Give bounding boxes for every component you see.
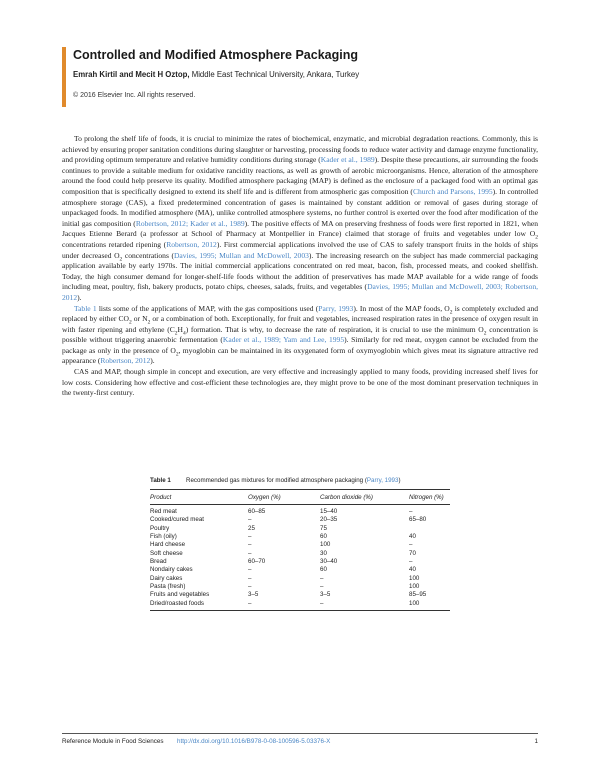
table-row — [150, 575, 450, 583]
table-cell: – — [409, 558, 413, 566]
table-cell: Dairy cakes — [150, 574, 183, 582]
table-cell: – — [320, 599, 324, 607]
article-body — [62, 134, 538, 399]
table-cell: 75 — [320, 524, 327, 532]
table-row — [150, 558, 450, 566]
page-number: 1 — [534, 738, 538, 745]
table-cell: 40 — [409, 533, 416, 541]
table-row — [150, 550, 450, 558]
table-cell: 60–70 — [248, 558, 266, 566]
table-cell: Red meat — [150, 508, 177, 515]
table-cell: – — [248, 533, 252, 541]
table-cell: – — [248, 599, 252, 607]
table-cell: – — [248, 583, 252, 591]
citation-link[interactable]: Kader et al., 1989 — [320, 155, 375, 165]
table-cell: – — [248, 574, 252, 582]
table-cell: Fish (oily) — [150, 533, 177, 541]
paragraph-2: Table 1 lists some of the applications of MAP, with the gas compositions used (Parry, 1993). In most of the MAP foods, $O_2$ is completely excluded and replaced by either $CO_2$ or $N_2$ or a combination of both. Exceptionally, for fruit and vegetables, increased respiration rates in the presence of oxygen result in with faster ripening and ethylene $(C_2H_4)$ formation. That is why, to decrease the rate of respiration, it is crucial to use the minimum $O_2$ concentration is possible without triggering anaerobic fermentation (Kader et al., 1989; Yam and Lee, 1995). Similarly for red meat, oxygen cannot be excluded from the package as only in the presence of $O_2$, myoglobin can be maintained in its oxygenated form of oxymyoglobin which gives meat its signature attractive red appearance (Robertson, 2012). — [62, 303, 539, 366]
table-cell: – — [320, 574, 324, 582]
table-cell: 100 — [409, 574, 420, 582]
paragraph-3: CAS and MAP, though simple in concept and execution, are very effective and increasingly applied to many foods, providing increased shelf lives for low costs. Considering how effective and cost-efficient these technologies are, they might prove to be one of the most dominant preservation techniques in the twenty-first century. — [62, 367, 538, 398]
table-cell: 60–85 — [248, 508, 266, 515]
table-cell: 30–40 — [320, 558, 338, 566]
table-cell: 3–5 — [248, 591, 259, 599]
table-row — [150, 533, 450, 541]
author-line — [73, 70, 359, 79]
table-cell: Cooked/cured meat — [150, 516, 204, 524]
footer-source: Reference Module in Food Sciences — [62, 738, 164, 745]
citation-link[interactable]: Robertson, 2012 — [100, 356, 151, 366]
table-caption-text: Recommended gas mixtures for modified atmosphere packaging ( — [186, 477, 367, 484]
table-cell: 70 — [409, 549, 416, 557]
table-cell: Hard cheese — [150, 541, 186, 549]
doi-link[interactable]: http://dx.doi.org/10.1016/B978-0-08-100596-5.03376-X — [177, 738, 331, 745]
column-header: Oxygen (%) — [248, 493, 281, 501]
table-number: Table 1 — [150, 477, 171, 484]
table-cell: 100 — [409, 583, 420, 591]
page-footer — [62, 733, 538, 746]
table-cell: – — [409, 508, 413, 515]
citation-link[interactable]: Parry, 1993 — [318, 303, 354, 313]
table-cell: Poultry — [150, 524, 170, 532]
table-row — [150, 600, 450, 608]
table-header-row — [150, 490, 450, 504]
citation-link[interactable]: Davies, 1995; Mullan and McDowell, 2003 — [173, 250, 309, 260]
copyright: © 2016 Elsevier Inc. All rights reserved. — [73, 92, 196, 99]
table-row — [150, 516, 450, 524]
gas-mixture-table — [150, 477, 450, 611]
table-cell: – — [248, 549, 252, 557]
table-cell: Soft cheese — [150, 549, 183, 557]
column-header: Product — [150, 493, 172, 501]
table-cell: 100 — [409, 599, 420, 607]
affiliation: Middle East Technical University, Ankara, Turkey — [191, 70, 360, 79]
table-body — [150, 505, 450, 610]
table-cell: 60 — [320, 533, 327, 541]
table-cell: Pasta (fresh) — [150, 583, 186, 591]
table-cell: 85–95 — [409, 591, 427, 599]
table-cell: Nondairy cakes — [150, 566, 193, 574]
table-row — [150, 583, 450, 591]
table-cell: 15–40 — [320, 508, 338, 515]
table-cell: Fruits and vegetables — [150, 591, 210, 599]
table-row — [150, 591, 450, 599]
table-cell: – — [248, 566, 252, 574]
column-header: Nitrogen (%) — [409, 493, 444, 501]
table-row — [150, 508, 450, 516]
article-title: Controlled and Modified Atmosphere Packaging — [73, 48, 358, 62]
table-cell: 60 — [320, 566, 327, 574]
table-cell: – — [248, 516, 252, 524]
table-cell: 100 — [320, 541, 331, 549]
table-bottom-rule — [150, 610, 450, 611]
table-cell: – — [409, 541, 413, 549]
citation-link[interactable]: Kader et al., 1989; Yam and Lee, 1995 — [222, 335, 345, 345]
table-row — [150, 525, 450, 533]
table-cell: 30 — [320, 549, 327, 557]
table-link[interactable]: Table 1 — [74, 303, 97, 313]
table-caption: Table 1 Recommended gas mixtures for modified atmosphere packaging (Parry, 1993) — [150, 477, 401, 484]
table-cell: Bread — [150, 558, 167, 566]
table-cell: 65–80 — [409, 516, 427, 524]
table-cell: 3–5 — [320, 591, 331, 599]
table-row — [150, 566, 450, 574]
citation-link[interactable]: Robertson, 2012 — [166, 239, 217, 249]
table-cell: 40 — [409, 566, 416, 574]
table-cell: 20–35 — [320, 516, 338, 524]
citation-link[interactable]: Parry, 1993 — [366, 477, 399, 484]
citation-link[interactable]: Davies, 1995; Mullan and McDowell, 2003; Robertson, 2012 — [62, 282, 538, 302]
column-header: Carbon dioxide (%) — [320, 493, 373, 501]
table-row — [150, 541, 450, 549]
authors: Emrah Kirtil and Mecit H Oztop, — [73, 70, 190, 79]
table-cell: Dried/roasted foods — [150, 599, 204, 607]
citation-link[interactable]: Robertson, 2012; Kader et al., 1989 — [135, 218, 245, 228]
header-accent-bar — [62, 47, 66, 107]
citation-link[interactable]: Church and Parsons, 1995 — [412, 186, 493, 196]
table-cell: – — [320, 583, 324, 591]
table-cell: – — [248, 541, 252, 549]
paragraph-1: To prolong the shelf life of foods, it is crucial to minimize the rates of biochemical, enzymatic, and microbial degradation reactions. Commonly, this is achieved by ensuring proper sanitation conditions during slaughter or harvesting, processing foods to reduce water activity and damage enzyme functionality, and providing optimum temperature and relative humidity conditions during storage (Kader et al., 1989). Despite these precautions, air surrounding the foods continues to provide a suitable medium for oxidative rancidity reactions, as well as growth of aerobic microorganisms. Hence, alteration of the atmosphere around the food could help preserve its quality. Modified atmosphere packaging (MAP) is defined as the enclosure of a packaged food with an optimal gas composition that is specifically designed to extend its shelf life and is different from atmospheric gas composition (Church and Parsons, 1995). In controlled atmosphere storage (CAS), a fixed predetermined concentration of gases is maintained by constant addition or removal of gases during storage of unpackaged foods. In modified atmosphere (MA), unlike controlled atmosphere systems, no further control is exerted over the food after modification of the initial gas composition (Robertson, 2012; Kader et al., 1989). The positive effects of MA on preserving freshness of foods were first reported in 1821, when Jacques Etienne Berard (a professor at School of Pharmacy at Montpellier in France) claimed that storage of fruits and vegetables under low $O_2$ concentrations retarded ripening (Robertson, 2012). First commercial applications involved the use of CAS to safely transport fruits in the holds of ships under decreased $O_2$ concentrations (Davies, 1995; Mullan and McDowell, 2003). The increasing research on the subject has made commercial packaging application available by early 1970s. The initial commercial applications concentrated on red meat, bacon, fish, processed meats, and cooked shellfish. Today, the high consumer demand for longer-shelf-life foods without the addition of preservatives has made MAP available for a wide range of foods including meat, poultry, fish, bakery products, potato chips, cheeses, salads, fruits, and vegetables (Davies, 1995; Mullan and McDowell, 2003; Robertson, 2012). — [62, 134, 539, 302]
table-cell: 25 — [248, 524, 255, 532]
